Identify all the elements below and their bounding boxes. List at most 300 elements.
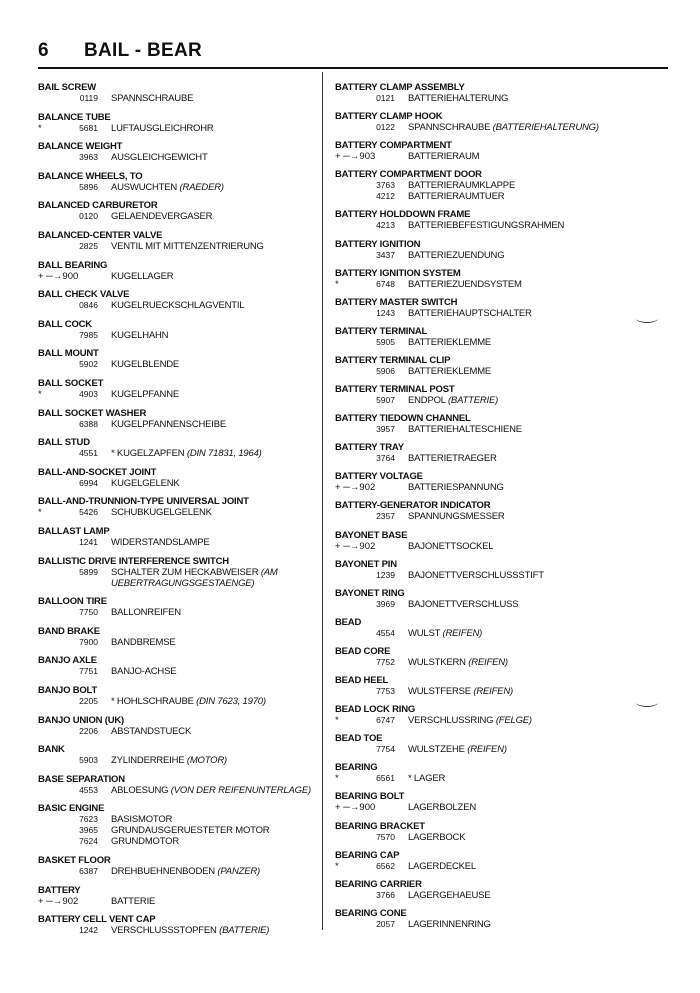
entry-term: BAYONET PIN: [335, 558, 397, 570]
usage-note: (BATTERIE): [219, 925, 270, 937]
entry-term: BALANCE WEIGHT: [38, 141, 123, 153]
reference-mark: + ─→903: [335, 151, 376, 163]
dictionary-entry: [335, 588, 665, 610]
usage-note: (AM: [260, 566, 278, 578]
dictionary-entry: [335, 617, 665, 639]
reference-mark: + ─→902: [335, 482, 376, 494]
translation-text: KUGELPFANNENSCHEIBE: [111, 418, 226, 430]
term-number: 4554: [376, 627, 395, 638]
german-translation: [408, 122, 599, 133]
usage-note: (MOTOR): [186, 755, 227, 767]
translation-text: AUSWUCHTEN: [111, 181, 180, 193]
margin-mark: [636, 698, 658, 707]
translation-line: [335, 832, 665, 843]
translation-line: [335, 220, 665, 231]
reference-mark: *: [335, 715, 339, 727]
german-translation: [408, 511, 505, 522]
term-number: 6994: [79, 477, 98, 488]
translation-line: [335, 541, 665, 552]
translation-line: [38, 241, 318, 252]
translation-text: BAJONETTSOCKEL: [408, 540, 494, 552]
translation-line: [38, 123, 318, 134]
dictionary-entry: [335, 326, 665, 348]
translation-line: [335, 122, 665, 133]
translation-line: [335, 151, 665, 162]
term-number: 1242: [79, 925, 98, 936]
translation-text: BANDBREMSE: [111, 636, 176, 648]
german-translation: [408, 279, 522, 290]
translation-text: GRUNDAUSGERUESTETER MOTOR: [111, 825, 270, 837]
translation-line: [335, 337, 665, 348]
translation-line: [335, 890, 665, 901]
translation-text: WULSTKERN: [408, 656, 469, 668]
translation-line: [38, 666, 318, 677]
german-translation: [111, 507, 212, 518]
translation-text: VERSCHLUSSSTOPFEN: [111, 925, 220, 937]
reference-mark: *: [335, 278, 339, 290]
dictionary-entry: [335, 733, 665, 755]
entry-term: BAYONET RING: [335, 587, 405, 599]
dictionary-entry: [38, 141, 318, 163]
entry-term: BATTERY TERMINAL POST: [335, 384, 455, 395]
term-number: 0846: [79, 300, 98, 311]
dictionary-entry: [38, 112, 318, 134]
translation-line: [335, 511, 665, 522]
page-title: BAIL - BEAR: [84, 40, 203, 61]
translation-text: LAGERINNENRING: [408, 918, 491, 930]
dictionary-entry: [335, 384, 665, 406]
translation-line: [38, 814, 318, 825]
translation-text: GELAENDEVERGASER: [111, 211, 213, 223]
translation-line: [335, 744, 665, 755]
translation-line: [335, 191, 665, 202]
entry-term: BEAD: [335, 616, 362, 628]
translation-line: [335, 599, 665, 610]
german-translation: [408, 191, 504, 202]
translation-line: [38, 182, 318, 193]
translation-text: * KUGELZAPFEN: [111, 448, 187, 460]
dictionary-entry: [335, 704, 665, 726]
translation-text: DREHBUEHNENBODEN: [111, 866, 218, 877]
translation-line: [38, 537, 318, 548]
translation-text: BATTERIEZUENDSYSTEM: [408, 278, 522, 290]
margin-mark: [636, 314, 658, 323]
translation-line: [335, 279, 665, 290]
german-translation: [408, 861, 476, 872]
german-translation: [408, 890, 490, 901]
german-translation: [408, 180, 515, 191]
dictionary-entry: [335, 879, 665, 901]
translation-line: [38, 607, 318, 618]
german-translation: [408, 151, 479, 162]
german-translation: [408, 93, 508, 104]
german-translation: [408, 541, 493, 552]
dictionary-entry: [38, 171, 318, 193]
translation-line: [38, 866, 318, 877]
translation-text: ZYLINDERREIHE: [111, 755, 187, 767]
translation-text: * HOHLSCHRAUBE: [111, 696, 197, 707]
usage-note: (REIFEN): [442, 627, 483, 639]
german-translation: [111, 271, 173, 282]
dictionary-entry: [335, 355, 665, 377]
translation-line: [335, 366, 665, 377]
translation-text: BASISMOTOR: [111, 814, 173, 826]
translation-line: [335, 250, 665, 261]
usage-note: (VON DER REIFENUNTERLAGE): [170, 784, 311, 796]
translation-line: [335, 570, 665, 581]
dictionary-entry: [335, 530, 665, 552]
translation-text: KUGELRUECKSCHLAGVENTIL: [111, 300, 245, 312]
dictionary-entry: [38, 526, 318, 548]
translation-line: [38, 785, 318, 796]
entry-term: BATTERY-GENERATOR INDICATOR: [335, 500, 491, 512]
german-translation: [111, 836, 179, 847]
german-translation: [111, 419, 226, 430]
translation-line: [38, 925, 318, 936]
entry-term: BEARING: [335, 762, 378, 774]
reference-mark: *: [38, 122, 42, 134]
term-number: 0119: [79, 93, 98, 103]
entry-term: BANK: [38, 744, 65, 756]
entry-term: BEARING CONE: [335, 907, 407, 919]
dictionary-entry: [335, 209, 665, 231]
german-translation: [111, 300, 244, 311]
usage-note: UEBERTRAGUNGSGESTAENGE): [111, 577, 255, 589]
entry-term: BASIC ENGINE: [38, 803, 105, 815]
entry-term: BEAD CORE: [335, 645, 391, 657]
translation-text: KUGELHAHN: [111, 329, 169, 341]
translation-line: [38, 389, 318, 400]
entry-term: BAIL SCREW: [38, 82, 96, 93]
entry-term: BATTERY HOLDDOWN FRAME: [335, 209, 471, 221]
entry-term: BATTERY CELL VENT CAP: [38, 914, 156, 926]
entry-term: BAYONET BASE: [335, 529, 408, 541]
german-translation: [408, 628, 482, 639]
translation-text: BATTERIERAUMKLAPPE: [408, 180, 516, 192]
german-translation: [111, 785, 311, 796]
german-translation: [408, 337, 491, 348]
translation-text: KUGELBLENDE: [111, 359, 180, 371]
dictionary-entry: [335, 559, 665, 581]
usage-note: (REIFEN): [468, 656, 508, 668]
entry-term: BALL-AND-SOCKET JOINT: [38, 466, 157, 478]
entry-term: BATTERY IGNITION SYSTEM: [335, 267, 461, 279]
dictionary-entry: [38, 82, 318, 104]
term-number: 7751: [79, 666, 98, 677]
entry-term: BEAD TOE: [335, 733, 383, 745]
translation-line: [38, 330, 318, 341]
usage-note: (BATTERIEHALTERUNG): [492, 122, 599, 134]
entry-term: BEARING CAP: [335, 849, 400, 861]
term-number: 4551: [79, 448, 98, 459]
translation-text: VERSCHLUSSRING: [408, 715, 496, 727]
entry-term: BALLOON TIRE: [38, 596, 107, 608]
german-translation: [408, 773, 445, 784]
term-number: 5896: [79, 181, 98, 192]
term-number: 3969: [376, 598, 395, 609]
entry-term: BATTERY: [38, 884, 81, 896]
german-translation: [111, 825, 269, 836]
entry-term: BALL BEARING: [38, 259, 108, 271]
german-translation: [111, 814, 172, 825]
entry-term: BEARING BRACKET: [335, 820, 425, 832]
translation-text: WIDERSTANDSLAMPE: [111, 537, 210, 548]
translation-line: [38, 726, 318, 737]
reference-mark: + ─→902: [335, 540, 376, 552]
usage-note: (PANZER): [217, 866, 260, 877]
term-number: 2206: [79, 725, 98, 736]
dictionary-entry: [38, 914, 318, 936]
term-number: 1239: [376, 569, 395, 580]
entry-term: BANJO UNION (UK): [38, 714, 124, 726]
german-translation: [408, 453, 497, 464]
dictionary-entry: [335, 762, 665, 784]
term-number: 4903: [79, 389, 98, 399]
entry-term: BALL CHECK VALVE: [38, 289, 130, 301]
german-translation: [111, 93, 193, 104]
term-number: 5903: [79, 755, 98, 766]
usage-note: (FELGE): [495, 715, 532, 727]
term-number: 2357: [376, 511, 395, 522]
dictionary-entry: [38, 744, 318, 766]
translation-text: BATTERIEZUENDUNG: [408, 249, 505, 261]
german-translation: [111, 578, 254, 589]
term-number: 3766: [376, 889, 395, 900]
entry-term: BATTERY COMPARTMENT DOOR: [335, 169, 482, 181]
header-rule: [38, 67, 668, 69]
translation-line: [38, 152, 318, 163]
term-number: 3963: [79, 152, 98, 163]
translation-text: BANJO-ACHSE: [111, 666, 177, 678]
translation-line: [38, 836, 318, 847]
term-number: 7750: [79, 607, 98, 618]
translation-text: WULSTFERSE: [408, 686, 474, 697]
entry-term: BASKET FLOOR: [38, 855, 111, 866]
dictionary-entry: [38, 319, 318, 341]
translation-line: [335, 395, 665, 406]
entry-term: BALL-AND-TRUNNION-TYPE UNIVERSAL JOINT: [38, 496, 249, 508]
german-translation: [111, 925, 269, 936]
term-number: 0120: [79, 211, 98, 222]
entry-term: BATTERY CLAMP HOOK: [335, 111, 443, 123]
entry-term: BALL SOCKET WASHER: [38, 407, 147, 419]
german-translation: [111, 211, 212, 222]
term-number: 5426: [79, 507, 98, 518]
dictionary-entry: [335, 821, 665, 843]
dictionary-entry: [335, 471, 665, 493]
translation-text: ABSTANDSTUECK: [111, 725, 192, 737]
dictionary-entry: [38, 655, 318, 677]
translation-text: WULST: [408, 627, 443, 639]
reference-mark: *: [335, 773, 339, 785]
translation-line: [335, 715, 665, 726]
translation-line: [38, 578, 318, 589]
translation-line: [38, 300, 318, 311]
term-number: 7754: [376, 744, 395, 755]
german-translation: [111, 241, 264, 252]
dictionary-entry: [38, 378, 318, 400]
term-number: 7570: [376, 831, 395, 842]
entry-term: BALL STUD: [38, 437, 90, 449]
term-number: 4213: [376, 220, 395, 231]
term-number: 2057: [376, 918, 395, 929]
term-number: 6748: [376, 278, 395, 289]
dictionary-entry: [335, 675, 665, 697]
dictionary-entry: [38, 437, 318, 459]
entry-term: BASE SEPARATION: [38, 773, 125, 785]
german-translation: [111, 330, 168, 341]
entry-term: BATTERY TRAY: [335, 442, 404, 454]
entry-term: BATTERY VOLTAGE: [335, 471, 423, 483]
usage-note: (DIN 71831, 1964): [186, 448, 262, 460]
dictionary-entry: [335, 82, 665, 104]
translation-text: * LAGER: [408, 773, 446, 785]
translation-line: [38, 507, 318, 518]
term-number: 3763: [376, 180, 395, 191]
german-translation: [408, 395, 498, 406]
term-number: 4212: [376, 191, 395, 202]
translation-text: LUFTAUSGLEICHROHR: [111, 122, 214, 134]
translation-text: BATTERIETRAEGER: [408, 453, 497, 465]
term-number: 5906: [376, 365, 395, 376]
german-translation: [111, 696, 266, 707]
usage-note: (RAEDER): [179, 181, 224, 193]
entry-term: BEAD LOCK RING: [335, 704, 416, 716]
german-translation: [408, 220, 564, 231]
german-translation: [408, 657, 508, 668]
reference-mark: *: [38, 389, 42, 400]
term-number: 5907: [376, 395, 395, 405]
dictionary-entry: [335, 791, 665, 813]
translation-text: GRUNDMOTOR: [111, 836, 180, 848]
term-number: 3957: [376, 424, 395, 435]
term-number: 4553: [79, 784, 98, 795]
term-number: 3764: [376, 453, 395, 464]
entry-term: BATTERY MASTER SWITCH: [335, 296, 458, 308]
german-translation: [408, 686, 513, 697]
translation-line: [335, 686, 665, 697]
entry-term: BEAD HEEL: [335, 675, 389, 686]
translation-text: BATTERIESPANNUNG: [408, 482, 504, 494]
dictionary-entry: [335, 297, 665, 319]
column-divider: [322, 72, 323, 930]
translation-text: KUGELGELENK: [111, 477, 180, 489]
translation-text: LAGERBOLZEN: [408, 802, 477, 814]
translation-text: BATTERIEHALTESCHIENE: [408, 424, 522, 436]
term-number: 7623: [79, 814, 98, 825]
translation-line: [335, 424, 665, 435]
entry-term: BALL SOCKET: [38, 378, 104, 389]
term-number: 0121: [376, 93, 395, 103]
term-number: 7985: [79, 329, 98, 340]
german-translation: [111, 896, 155, 907]
term-number: 6561: [376, 773, 395, 784]
entry-term: BATTERY CLAMP ASSEMBLY: [335, 82, 465, 93]
dictionary-entry: [38, 289, 318, 311]
term-number: 7752: [376, 656, 395, 667]
german-translation: [111, 637, 176, 648]
entry-term: BATTERY TIEDOWN CHANNEL: [335, 413, 471, 425]
dictionary-entry: [38, 467, 318, 489]
entry-term: BANJO AXLE: [38, 655, 97, 667]
german-translation: [111, 123, 214, 134]
term-number: 3965: [79, 825, 98, 836]
reference-mark: + ─→902: [38, 895, 79, 907]
german-translation: [111, 755, 227, 766]
translation-text: SPANNUNGSMESSER: [408, 511, 505, 523]
translation-line: [335, 919, 665, 930]
translation-line: [38, 211, 318, 222]
term-number: 6387: [79, 866, 98, 876]
translation-text: BATTERIEHAUPTSCHALTER: [408, 307, 532, 319]
dictionary-entry: [335, 646, 665, 668]
german-translation: [111, 607, 181, 618]
translation-line: [335, 482, 665, 493]
entry-term: BATTERY TERMINAL CLIP: [335, 354, 451, 366]
translation-text: VENTIL MIT MITTENZENTRIERUNG: [111, 241, 264, 252]
dictionary-entry: [38, 885, 318, 907]
term-number: 7753: [376, 686, 395, 696]
dictionary-entry: [335, 500, 665, 522]
term-number: 0122: [376, 122, 395, 133]
page-number: 6: [38, 40, 49, 61]
german-translation: [111, 448, 262, 459]
german-translation: [111, 866, 260, 877]
translation-text: WULSTZEHE: [408, 744, 468, 756]
german-translation: [408, 715, 532, 726]
german-translation: [111, 389, 179, 400]
dictionary-entry: [335, 268, 665, 290]
dictionary-entry: [38, 556, 318, 589]
entry-term: BATTERY IGNITION: [335, 238, 421, 250]
entry-term: BALANCED-CENTER VALVE: [38, 230, 163, 241]
translation-line: [335, 773, 665, 784]
translation-line: [38, 755, 318, 766]
translation-text: LAGERDECKEL: [408, 860, 477, 872]
translation-line: [335, 93, 665, 104]
dictionary-entry: [38, 715, 318, 737]
translation-line: [38, 637, 318, 648]
term-number: 2825: [79, 241, 98, 251]
dictionary-entry: [335, 850, 665, 872]
translation-line: [335, 453, 665, 464]
dictionary-entry: [38, 855, 318, 877]
dictionary-entry: [38, 408, 318, 430]
page-header: [38, 40, 660, 66]
entry-term: BAND BRAKE: [38, 625, 100, 637]
dictionary-entry: [38, 685, 318, 707]
entry-term: BATTERY TERMINAL: [335, 325, 428, 337]
term-number: 7900: [79, 636, 98, 647]
german-translation: [408, 424, 522, 435]
translation-line: [38, 448, 318, 459]
translation-line: [335, 802, 665, 813]
dictionary-entry: [38, 596, 318, 618]
translation-text: SPANNSCHRAUBE: [408, 122, 493, 134]
german-translation: [408, 802, 476, 813]
dictionary-entry: [335, 169, 665, 202]
translation-line: [38, 419, 318, 430]
translation-line: [335, 861, 665, 872]
translation-line: [38, 896, 318, 907]
translation-text: SPANNSCHRAUBE: [111, 93, 194, 104]
reference-mark: + ─→900: [335, 802, 376, 814]
german-translation: [111, 152, 208, 163]
term-number: 2205: [79, 696, 98, 706]
entry-term: BANJO BOLT: [38, 685, 98, 696]
entry-term: BALLAST LAMP: [38, 526, 110, 537]
german-translation: [408, 250, 504, 261]
